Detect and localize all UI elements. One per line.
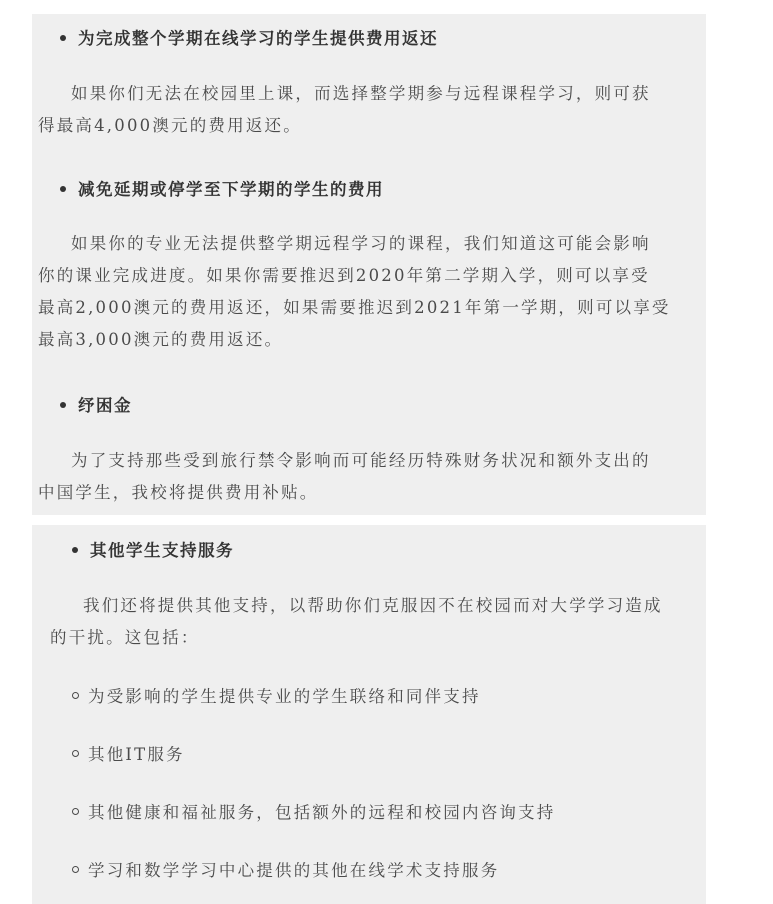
section-paragraph-refund: 如果你们无法在校园里上课，而选择整学期参与远程课程学习，则可获 得最高4,000澳元的费用返还。 [38, 84, 651, 135]
content-panel-1 [32, 14, 706, 515]
section-heading-hardship: 纾困金 [60, 392, 132, 416]
bullet-icon [60, 35, 66, 41]
hollow-bullet-icon [72, 808, 79, 815]
hollow-bullet-icon [72, 750, 79, 757]
section-heading-refund: 为完成整个学期在线学习的学生提供费用返还 [60, 25, 438, 49]
section-heading-support: 其他学生支持服务 [72, 537, 234, 561]
list-item: 其他IT服务 [72, 741, 185, 765]
hollow-bullet-icon [72, 692, 79, 699]
list-item: 其他健康和福祉服务，包括额外的远程和校园内咨询支持 [72, 799, 556, 823]
bullet-icon [72, 547, 78, 553]
section-heading-deferral: 减免延期或停学至下学期的学生的费用 [60, 176, 384, 200]
list-item: 为受影响的学生提供专业的学生联络和同伴支持 [72, 683, 481, 707]
section-paragraph-support: 我们还将提供其他支持，以帮助你们克服因不在校园而对大学学习造成 的干扰。这包括： [50, 596, 663, 647]
content-panel-2 [32, 525, 706, 904]
section-paragraph-hardship: 为了支持那些受到旅行禁令影响而可能经历特殊财务状况和额外支出的 中国学生，我校将提供费用补贴。 [38, 451, 651, 502]
bullet-icon [60, 186, 66, 192]
hollow-bullet-icon [72, 866, 79, 873]
list-item: 学习和数学学习中心提供的其他在线学术支持服务 [72, 857, 499, 881]
section-paragraph-deferral: 如果你的专业无法提供整学期远程学习的课程，我们知道这可能会影响 你的课业完成进度。如果你需要推迟到2020年第二学期入学，则可以享受 最高2,000澳元的费用返还，如果需要推迟到2021年第一学期，则可以享受 最高3,000澳元的费用返还。 [38, 234, 671, 349]
bullet-icon [60, 402, 66, 408]
